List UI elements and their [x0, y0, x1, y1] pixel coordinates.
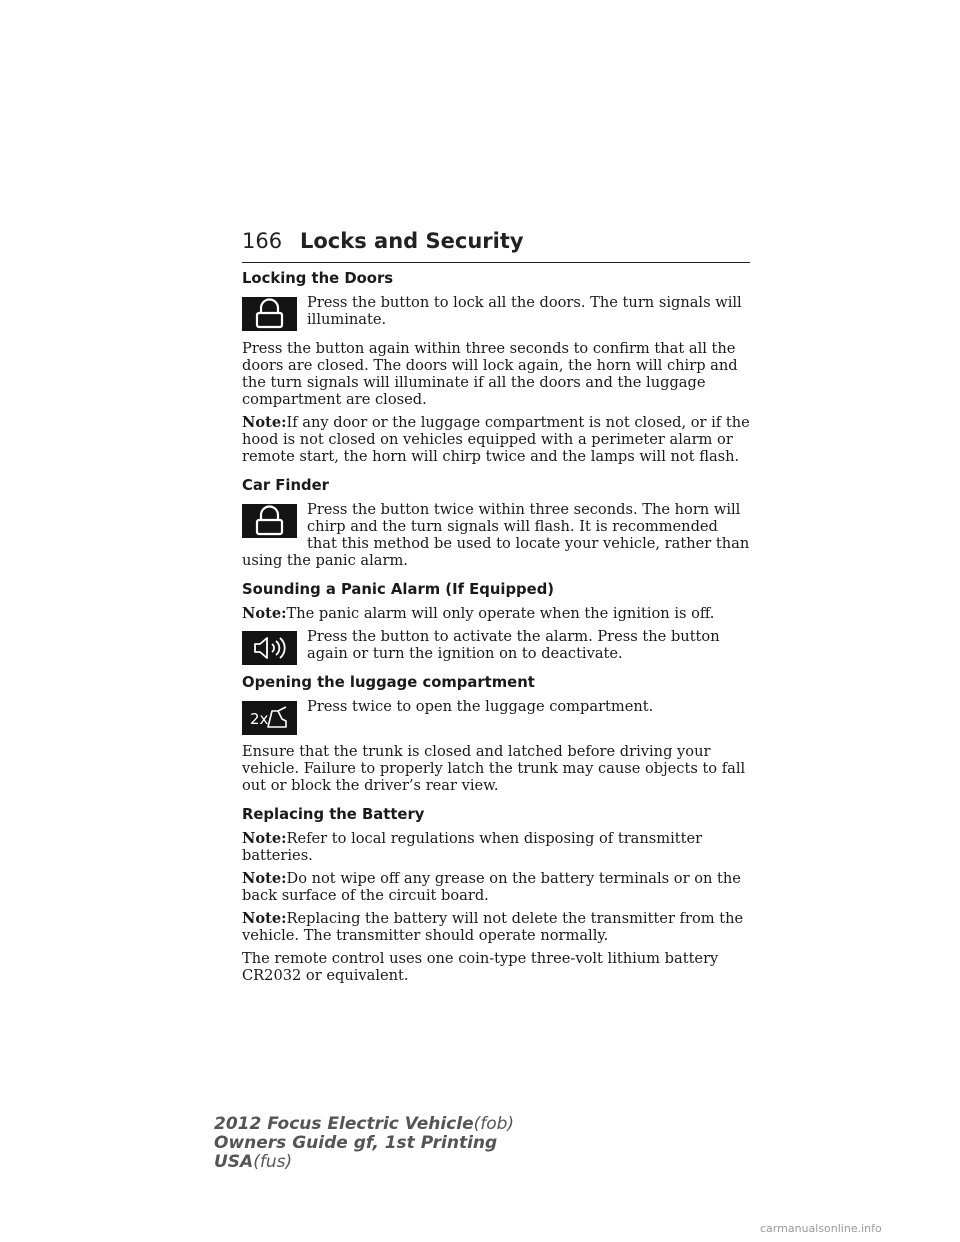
locking-icon-paragraph [242, 294, 750, 334]
note-label: Note: [242, 830, 287, 847]
luggage-icon-paragraph [242, 698, 750, 737]
battery-note-1-text: Refer to local regulations when disposing of transmitter batteries. [242, 830, 703, 864]
heading-battery: Replacing the Battery [242, 806, 425, 823]
locking-note [242, 414, 750, 465]
trunk-2x-label: 2x [250, 710, 269, 728]
heading-locking-doors: Locking the Doors [242, 270, 394, 287]
footer-market: USA [214, 1152, 254, 1172]
footer-vehicle: 2012 Focus Electric Vehicle [214, 1114, 474, 1134]
car-finder-text: Press the button twice within three seconds. The horn will chirp and the turn signals will flash. It is recommended that this method be used to locate your vehicle, rather than using the panic alarm. [242, 501, 750, 569]
locking-paragraph: Press the button again within three seconds to confirm that all the doors are closed. The doors will lock again, the horn will chirp and the turn signals will illuminate if all the doors and the luggage compartment are closed. [242, 340, 738, 408]
heading-panic-alarm: Sounding a Panic Alarm (If Equipped) [242, 581, 555, 598]
footer-line-1 [214, 1115, 514, 1134]
battery-note-2-text: Do not wipe off any grease on the battery terminals or on the back surface of the circuit board. [242, 870, 741, 904]
panic-note-text: The panic alarm will only operate when the ignition is off. [286, 605, 715, 622]
heading-luggage: Opening the luggage compartment [242, 674, 535, 691]
battery-note-2 [242, 870, 750, 904]
trunk-2x-icon [242, 701, 297, 735]
page-header [242, 228, 750, 263]
note-label: Note: [242, 870, 287, 887]
footer-code-fus: (fus) [253, 1152, 293, 1172]
note-label: Note: [242, 605, 287, 622]
note-label: Note: [242, 910, 287, 927]
locking-icon-text: Press the button to lock all the doors. The turn signals will illuminate. [307, 294, 742, 328]
horn-speaker-icon [242, 631, 297, 665]
luggage-icon-text: Press twice to open the luggage compartment. [307, 698, 654, 715]
chapter-title: Locks and Security [300, 229, 524, 253]
footer-line-3 [214, 1153, 514, 1172]
footer-code-fob: (fob) [473, 1114, 515, 1134]
battery-note-3 [242, 910, 750, 944]
lock-icon [242, 504, 297, 538]
car-finder-icon-paragraph [242, 501, 750, 575]
footer-line-2: Owners Guide gf, 1st Printing [214, 1133, 498, 1153]
luggage-paragraph: Ensure that the trunk is closed and latched before driving your vehicle. Failure to properly latch the trunk may cause objects to fall out or block the driver’s rear view. [242, 743, 746, 794]
heading-car-finder: Car Finder [242, 477, 329, 494]
panic-icon-paragraph [242, 628, 750, 668]
panic-note [242, 605, 750, 622]
page-content [242, 270, 750, 990]
locking-note-text: If any door or the luggage compartment is not closed, or if the hood is not closed on vehicles equipped with a perimeter alarm or remote start, the horn will chirp twice and the lamps will not flash. [242, 414, 750, 465]
panic-icon-text: Press the button to activate the alarm. Press the button again or turn the ignition on to deactivate. [307, 628, 720, 662]
page-number: 166 [242, 229, 283, 253]
watermark: carmanualsonline.info [760, 1222, 882, 1235]
battery-paragraph: The remote control uses one coin-type three-volt lithium battery CR2032 or equivalent. [242, 950, 719, 984]
battery-note-1 [242, 830, 750, 864]
note-label: Note: [242, 414, 287, 431]
battery-note-3-text: Replacing the battery will not delete the transmitter from the vehicle. The transmitter should operate normally. [242, 910, 744, 944]
page-footer [214, 1115, 514, 1172]
lock-icon [242, 297, 297, 331]
